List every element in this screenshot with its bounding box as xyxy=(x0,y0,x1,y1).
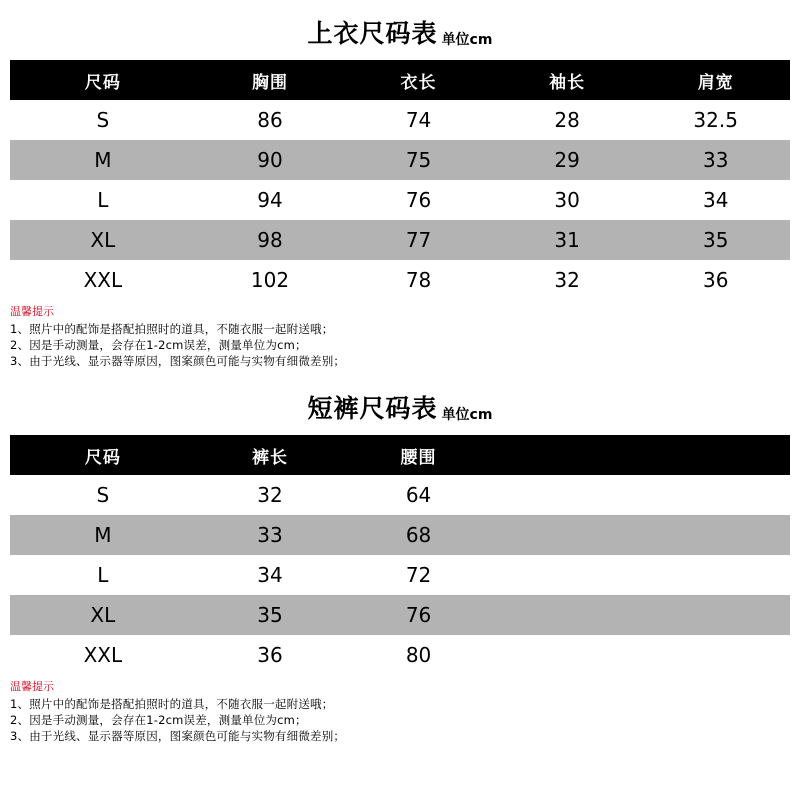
cell-size: L xyxy=(10,555,196,595)
cell-length: 76 xyxy=(344,180,493,220)
column-header-shoulder: 肩宽 xyxy=(641,60,790,100)
cell-sleeve: 28 xyxy=(493,100,642,140)
column-header-empty-1 xyxy=(493,435,642,475)
notes-line: 1、照片中的配饰是搭配拍照时的道具，不随衣服一起附送哦； xyxy=(10,322,334,336)
cell-sleeve: 32 xyxy=(493,260,642,300)
cell-size: XL xyxy=(10,595,196,635)
table-row xyxy=(10,100,790,140)
cell-length: 74 xyxy=(344,100,493,140)
cell-bust: 98 xyxy=(196,220,345,260)
column-header-waist: 腰围 xyxy=(344,435,493,475)
top-table-head xyxy=(10,60,790,100)
table-row xyxy=(10,260,790,300)
cell-size: XL xyxy=(10,220,196,260)
column-header-size: 尺码 xyxy=(10,60,196,100)
cell-shoulder: 32.5 xyxy=(641,100,790,140)
shorts-size-table xyxy=(10,435,790,675)
cell-length: 77 xyxy=(344,220,493,260)
cell-length: 75 xyxy=(344,140,493,180)
cell-empty xyxy=(493,475,642,515)
shorts-chart-unit: 单位cm xyxy=(441,407,493,423)
page-title: 上衣尺码表 xyxy=(307,19,438,48)
column-header-length: 衣长 xyxy=(344,60,493,100)
cell-empty xyxy=(493,635,642,675)
cell-waist: 80 xyxy=(344,635,493,675)
top-size-table xyxy=(10,60,790,300)
shorts-chart-table-wrap xyxy=(0,435,800,675)
cell-empty xyxy=(493,555,642,595)
shorts-table-head xyxy=(10,435,790,475)
cell-pants-length: 34 xyxy=(196,555,345,595)
table-row xyxy=(10,180,790,220)
cell-empty xyxy=(641,555,790,595)
cell-pants-length: 33 xyxy=(196,515,345,555)
section-top-size-chart xyxy=(0,0,800,369)
column-header-pants-length: 裤长 xyxy=(196,435,345,475)
top-table-body xyxy=(10,100,790,300)
table-header-row xyxy=(10,60,790,100)
cell-shoulder: 36 xyxy=(641,260,790,300)
shorts-table-body xyxy=(10,475,790,675)
shorts-chart-title-row xyxy=(0,375,800,435)
cell-length: 78 xyxy=(344,260,493,300)
notes-line: 2、因是手动测量，会存在1-2cm误差，测量单位为cm； xyxy=(10,338,307,352)
cell-size: XXL xyxy=(10,635,196,675)
table-row xyxy=(10,140,790,180)
section-title: 短裤尺码表 xyxy=(307,394,438,423)
notes-line: 1、照片中的配饰是搭配拍照时的道具，不随衣服一起附送哦； xyxy=(10,697,334,711)
cell-waist: 76 xyxy=(344,595,493,635)
notes-line: 3、由于光线、显示器等原因，图案颜色可能与实物有细微差别； xyxy=(10,729,346,743)
cell-waist: 72 xyxy=(344,555,493,595)
cell-empty xyxy=(641,595,790,635)
cell-bust: 90 xyxy=(196,140,345,180)
notes-line: 2、因是手动测量，会存在1-2cm误差，测量单位为cm； xyxy=(10,713,307,727)
cell-sleeve: 31 xyxy=(493,220,642,260)
cell-shoulder: 35 xyxy=(641,220,790,260)
section-shorts-size-chart xyxy=(0,375,800,744)
shorts-chart-notes xyxy=(10,675,790,744)
table-row xyxy=(10,220,790,260)
cell-sleeve: 29 xyxy=(493,140,642,180)
notes-title: 温馨提示 xyxy=(10,680,54,693)
column-header-empty-2 xyxy=(641,435,790,475)
cell-waist: 64 xyxy=(344,475,493,515)
cell-sleeve: 30 xyxy=(493,180,642,220)
cell-size: M xyxy=(10,515,196,555)
table-row xyxy=(10,555,790,595)
cell-bust: 94 xyxy=(196,180,345,220)
table-row xyxy=(10,595,790,635)
notes-line: 3、由于光线、显示器等原因，图案颜色可能与实物有细微差别； xyxy=(10,354,346,368)
column-header-sleeve: 袖长 xyxy=(493,60,642,100)
cell-empty xyxy=(641,635,790,675)
cell-pants-length: 32 xyxy=(196,475,345,515)
cell-size: XXL xyxy=(10,260,196,300)
column-header-size: 尺码 xyxy=(10,435,196,475)
top-chart-title-row xyxy=(0,0,800,60)
cell-waist: 68 xyxy=(344,515,493,555)
cell-size: S xyxy=(10,100,196,140)
cell-size: M xyxy=(10,140,196,180)
table-row xyxy=(10,475,790,515)
cell-size: S xyxy=(10,475,196,515)
cell-shoulder: 33 xyxy=(641,140,790,180)
cell-size: L xyxy=(10,180,196,220)
column-header-bust: 胸围 xyxy=(196,60,345,100)
top-chart-unit: 单位cm xyxy=(441,32,493,48)
cell-bust: 102 xyxy=(196,260,345,300)
table-header-row xyxy=(10,435,790,475)
cell-empty xyxy=(641,475,790,515)
notes-title: 温馨提示 xyxy=(10,305,54,318)
top-chart-table-wrap xyxy=(0,60,800,300)
cell-bust: 86 xyxy=(196,100,345,140)
cell-pants-length: 35 xyxy=(196,595,345,635)
cell-empty xyxy=(641,515,790,555)
cell-shoulder: 34 xyxy=(641,180,790,220)
cell-empty xyxy=(493,515,642,555)
top-chart-notes xyxy=(10,300,790,369)
table-row xyxy=(10,515,790,555)
table-row xyxy=(10,635,790,675)
cell-pants-length: 36 xyxy=(196,635,345,675)
cell-empty xyxy=(493,595,642,635)
